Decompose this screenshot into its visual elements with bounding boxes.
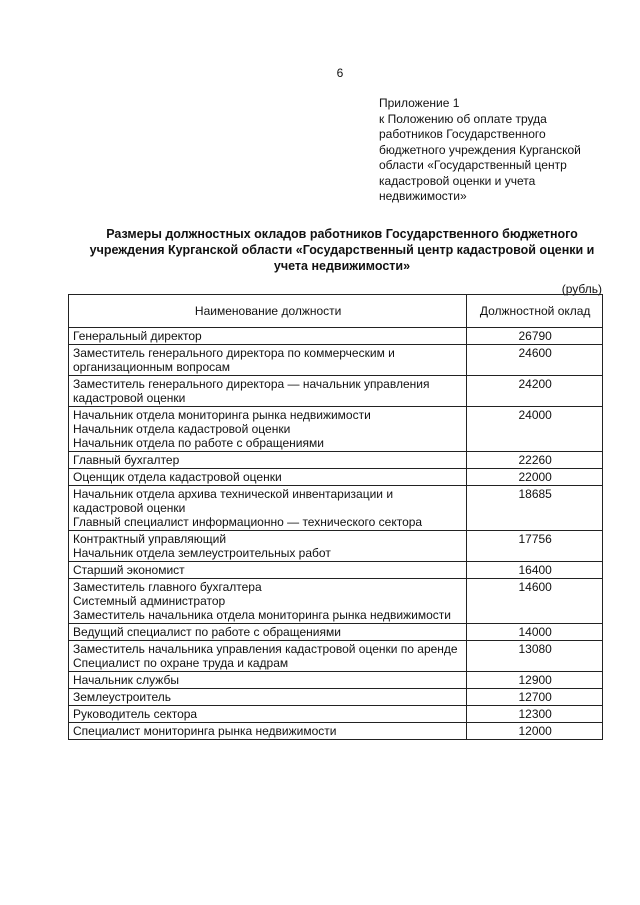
- position-name: Заместитель генерального директора — начальник управления кадастровой оценки: [73, 377, 430, 405]
- position-cell: [69, 407, 467, 452]
- salary-table: [68, 294, 603, 740]
- position-name: Контрактный управляющий: [73, 532, 227, 546]
- salary-cell: 14600: [467, 579, 603, 624]
- position-cell: [69, 376, 467, 407]
- title-line: Размеры должностных окладов работников Государственного бюджетного: [106, 227, 578, 241]
- table-row: [69, 706, 603, 723]
- salary-cell: 12000: [467, 723, 603, 740]
- appendix-line: недвижимости»: [379, 189, 467, 203]
- appendix-line: бюджетного учреждения Курганской: [379, 142, 581, 157]
- position-cell: [69, 641, 467, 672]
- table-header-row: [69, 295, 603, 328]
- position-name: Системный администратор: [73, 594, 226, 608]
- position-name: Старший экономист: [73, 563, 185, 577]
- table-row: [69, 689, 603, 706]
- position-cell: [69, 486, 467, 531]
- salary-cell: 12700: [467, 689, 603, 706]
- position-name: Главный бухгалтер: [73, 453, 180, 467]
- table-row: [69, 723, 603, 740]
- salary-cell: 14000: [467, 624, 603, 641]
- page-number: 6: [336, 66, 344, 80]
- position-name: Начальник отдела землеустроительных работ: [73, 546, 331, 560]
- title-line: учета недвижимости»: [273, 259, 411, 273]
- table-row: [69, 486, 603, 531]
- header-position: Наименование должности: [69, 295, 467, 328]
- position-cell: [69, 469, 467, 486]
- appendix-line: работников Государственного: [379, 127, 546, 141]
- position-name: Главный специалист информационно — технического сектора: [73, 515, 423, 529]
- appendix-note: [379, 96, 619, 205]
- salary-cell: 24600: [467, 345, 603, 376]
- position-cell: [69, 624, 467, 641]
- salary-cell: 17756: [467, 531, 603, 562]
- salary-cell: 24000: [467, 407, 603, 452]
- table-row: [69, 469, 603, 486]
- position-name: Заместитель генерального директора по коммерческим и организационным вопросам: [73, 346, 395, 374]
- salary-cell: 26790: [467, 328, 603, 345]
- position-name: Ведущий специалист по работе с обращениями: [73, 625, 341, 639]
- document-title: [72, 226, 612, 274]
- appendix-line: кадастровой оценки и учета: [379, 173, 536, 188]
- position-cell: [69, 328, 467, 345]
- salary-cell: 18685: [467, 486, 603, 531]
- position-name: Заместитель главного бухгалтера: [73, 580, 262, 594]
- table-row: [69, 579, 603, 624]
- currency-unit: (рубль): [561, 282, 602, 296]
- table-row: [69, 641, 603, 672]
- table-row: [69, 407, 603, 452]
- position-name: Специалист мониторинга рынка недвижимости: [73, 724, 337, 738]
- position-name: Генеральный директор: [73, 329, 202, 343]
- salary-cell: 12300: [467, 706, 603, 723]
- position-name: Начальник отдела по работе с обращениями: [73, 436, 324, 450]
- position-name: Начальник отдела мониторинга рынка недвижимости: [73, 408, 371, 422]
- table-row: [69, 672, 603, 689]
- table-row: [69, 452, 603, 469]
- position-name: Руководитель сектора: [73, 707, 198, 721]
- table-row: [69, 376, 603, 407]
- position-name: Оценщик отдела кадастровой оценки: [73, 470, 282, 484]
- table-row: [69, 345, 603, 376]
- table-row: [69, 328, 603, 345]
- position-cell: [69, 689, 467, 706]
- salary-cell: 22000: [467, 469, 603, 486]
- salary-cell: 16400: [467, 562, 603, 579]
- position-cell: [69, 579, 467, 624]
- appendix-line: области «Государственный центр: [379, 158, 567, 172]
- position-name: Начальник службы: [73, 673, 179, 687]
- position-cell: [69, 531, 467, 562]
- header-salary: Должностной оклад: [467, 295, 603, 328]
- position-name: Заместитель начальника отдела мониторинга рынка недвижимости: [73, 608, 451, 622]
- position-name: Заместитель начальника управления кадастровой оценки по аренде: [73, 642, 458, 656]
- salary-cell: 13080: [467, 641, 603, 672]
- table-row: [69, 531, 603, 562]
- salary-cell: 22260: [467, 452, 603, 469]
- position-name: Начальник отдела архива технической инвентаризации и кадастровой оценки: [73, 487, 394, 515]
- salary-cell: 24200: [467, 376, 603, 407]
- table-row: [69, 562, 603, 579]
- appendix-line: Приложение 1: [379, 96, 460, 110]
- table-row: [69, 624, 603, 641]
- position-cell: [69, 723, 467, 740]
- position-cell: [69, 345, 467, 376]
- position-cell: [69, 562, 467, 579]
- appendix-line: к Положению об оплате труда: [379, 111, 547, 126]
- position-cell: [69, 672, 467, 689]
- position-name: Начальник отдела кадастровой оценки: [73, 422, 291, 436]
- position-cell: [69, 452, 467, 469]
- position-cell: [69, 706, 467, 723]
- position-name: Специалист по охране труда и кадрам: [73, 656, 289, 670]
- position-name: Землеустроитель: [73, 690, 172, 704]
- title-line: учреждения Курганской области «Государственный центр кадастровой оценки и: [89, 243, 595, 257]
- salary-table-body: [69, 328, 603, 740]
- salary-cell: 12900: [467, 672, 603, 689]
